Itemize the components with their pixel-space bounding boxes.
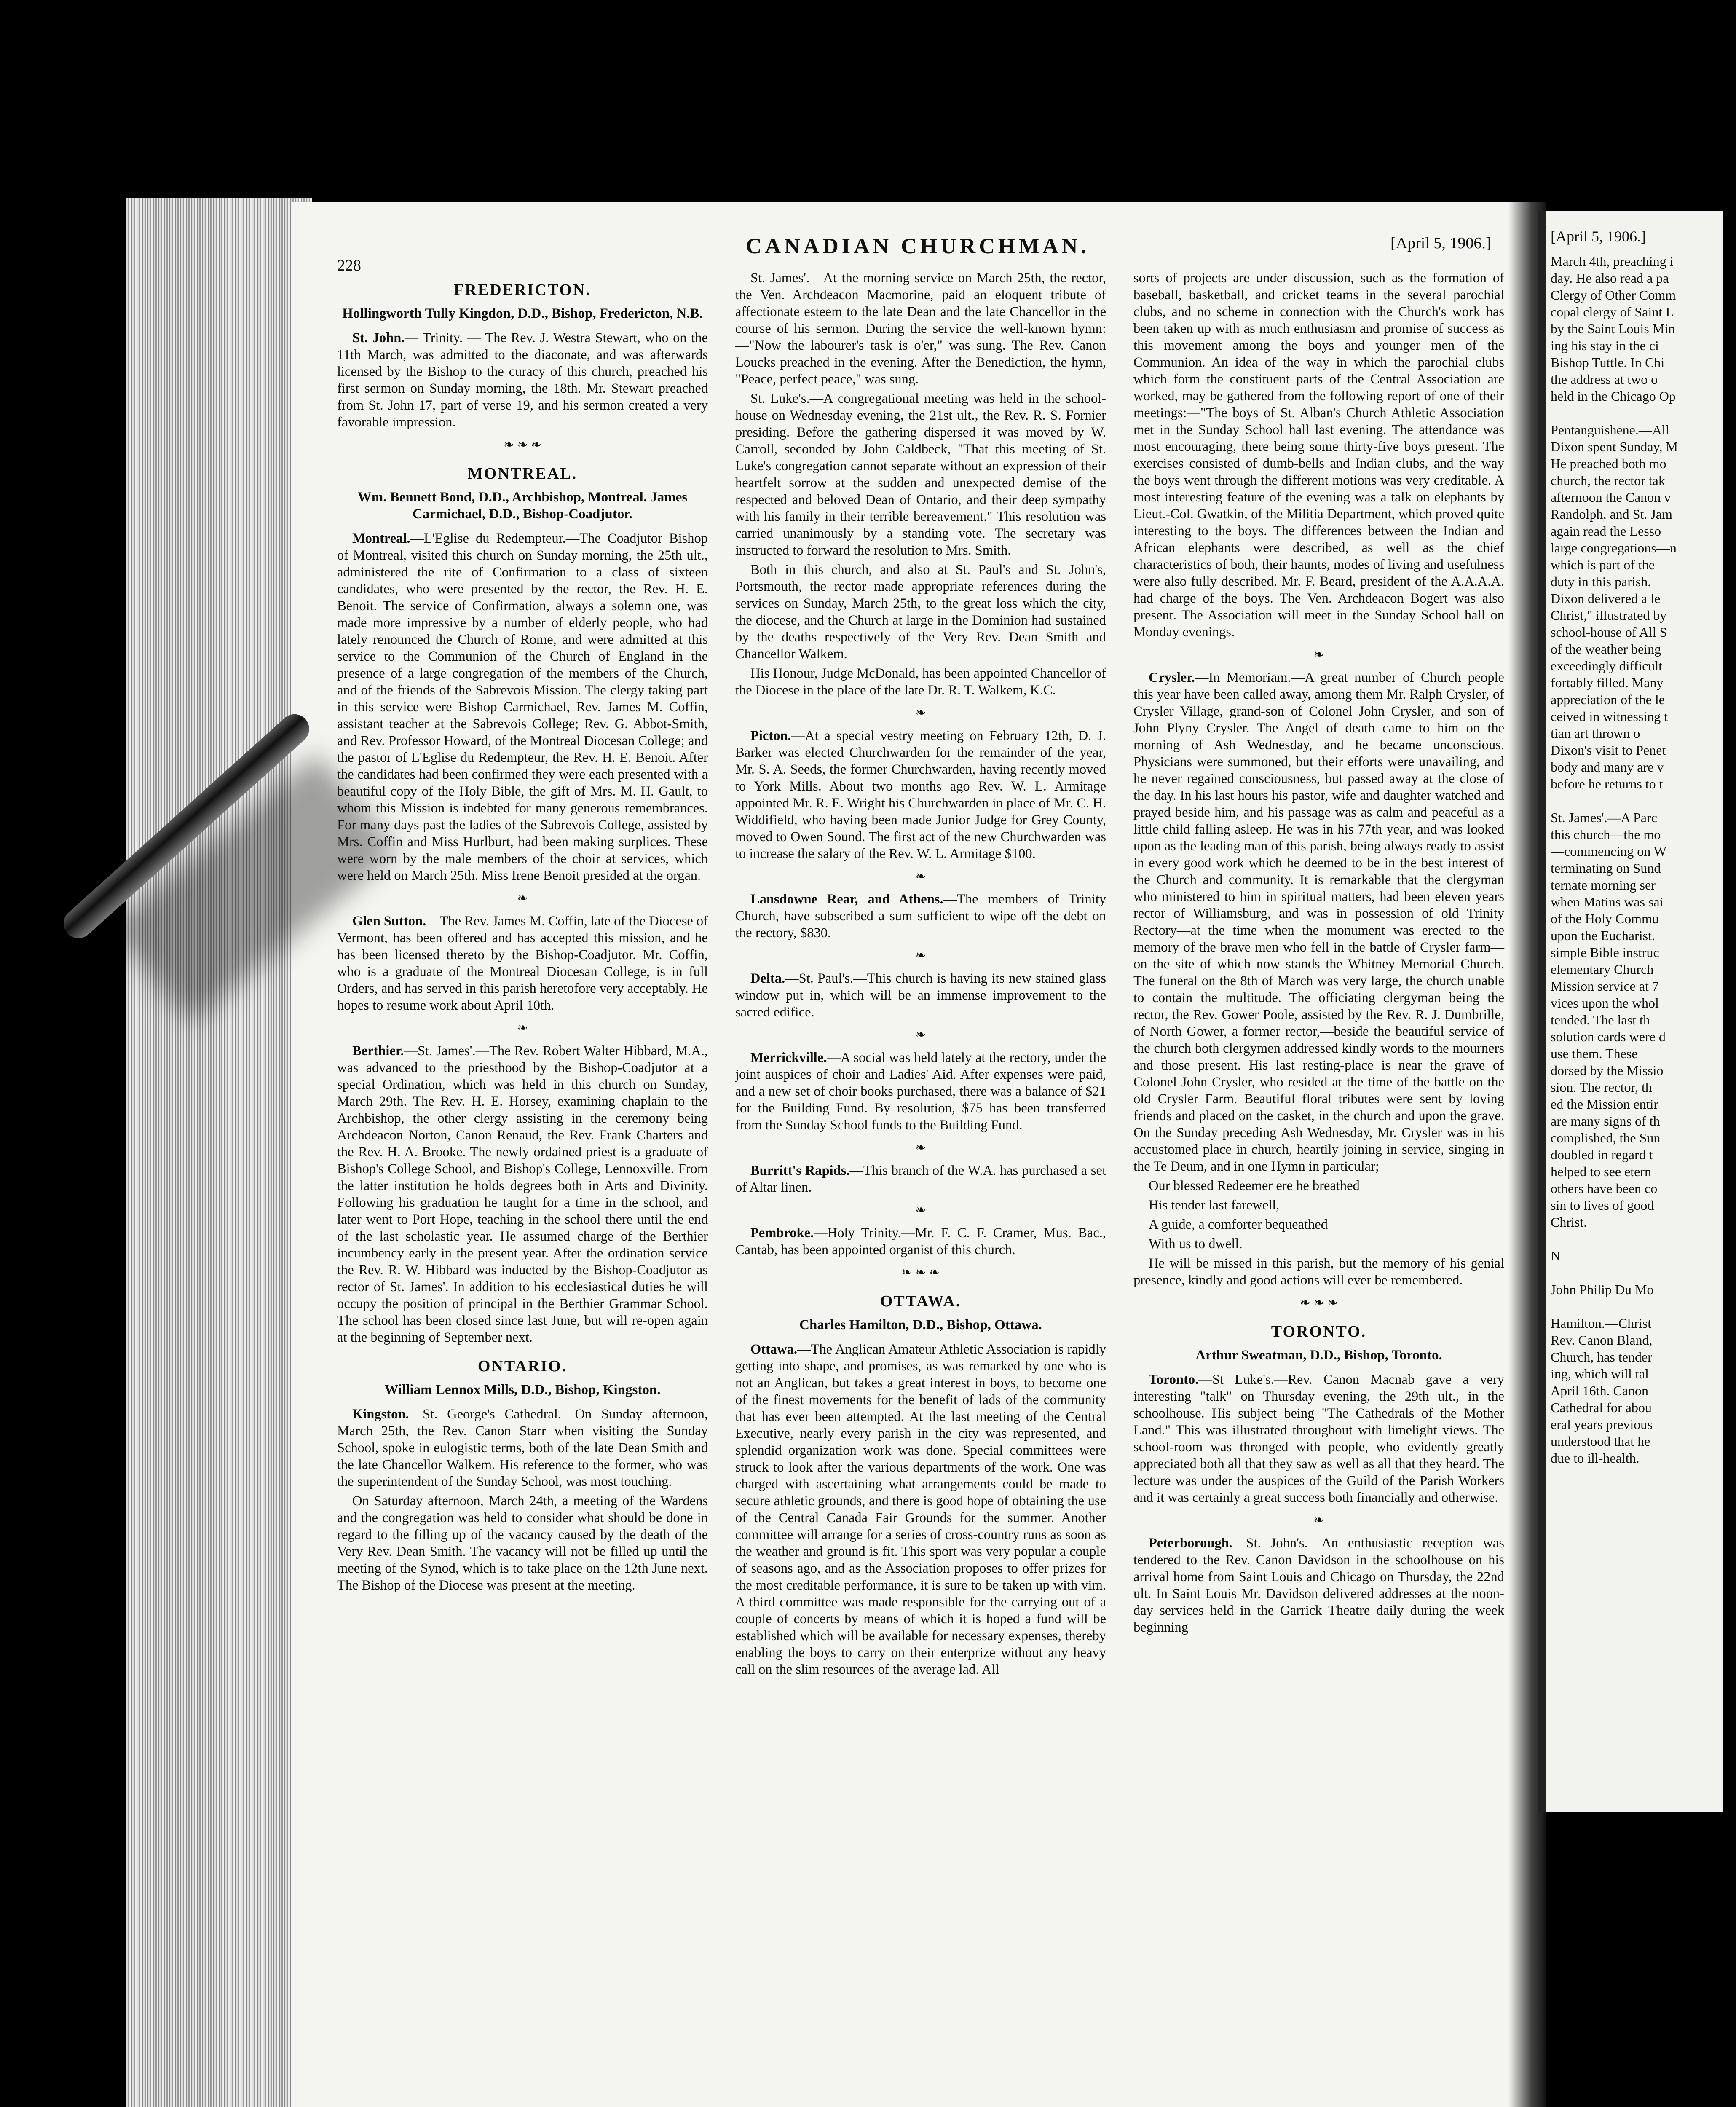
next-page-line: ing, which will tal bbox=[1551, 1366, 1649, 1381]
ornament: ❧ bbox=[915, 706, 926, 720]
next-page-line: ed the Mission entir bbox=[1551, 1096, 1658, 1112]
next-page-line: Dixon's visit to Penet bbox=[1551, 743, 1666, 758]
place-name: Crysler. bbox=[1149, 670, 1195, 685]
next-page-line: elementary Church bbox=[1551, 962, 1654, 977]
next-page-line bbox=[1551, 405, 1702, 421]
next-page-line: Cathedral for abou bbox=[1551, 1400, 1652, 1415]
section-heading: MONTREAL. bbox=[467, 465, 578, 483]
next-page-line: Randolph, and St. Jam bbox=[1551, 507, 1672, 522]
issue-date: [April 5, 1906.] bbox=[1390, 234, 1491, 252]
next-page-line: sion. The rector, th bbox=[1551, 1080, 1652, 1095]
next-page-line: helped to see etern bbox=[1551, 1164, 1651, 1179]
next-page-line: Hamilton.—Christ bbox=[1551, 1316, 1652, 1331]
next-page-line: —commencing on W bbox=[1551, 844, 1666, 859]
article-paragraph: Pembroke.—Holy Trinity.—Mr. F. C. F. Cramer, Mus. Bac., Cantab, has been appointed organist of this church. bbox=[735, 1225, 1106, 1257]
article-paragraph: Picton.—At a special vestry meeting on February 12th, D. J. Barker was elected Churchwarden for the remainder of the year, Mr. S. A. Seeds, the former Churchwarden, having recently moved to York Mills. About two months ago Rev. W. L. Armitage appointed Mr. R. E. Wright his Churchwarden in place of Mr. C. H. Widdifield, who having been made Junior Judge for Grey County, moved to Owen Sound. The first act of the new Churchwarden was to increase the salary of the Rev. W. L. Armitage $100. bbox=[735, 728, 1106, 861]
next-page-line: N bbox=[1551, 1248, 1561, 1263]
ornament: ❧ ❧ ❧ bbox=[1299, 1296, 1338, 1310]
poem-line: With us to dwell. bbox=[1149, 1236, 1243, 1252]
next-page-date: [April 5, 1906.] bbox=[1551, 228, 1646, 245]
ornament: ❧ bbox=[915, 869, 926, 883]
article-paragraph: Berthier.—St. James'.—The Rev. Robert Walter Hibbard, M.A., was advanced to the priesthood by the Bishop-Coadjutor at a special Ordination, which was held in this church on Sunday, March 29th. The Rev. H. E. Horsey, examining chaplain to the Archbishop, the other clergy assisting in the ceremony being Archdeacon Norton, Canon Renaud, the Rev. Frank Charters and the Rev. H. A. Brooke. The newly ordained priest is a graduate of Bishop's College School, and Bishop's College, Lennoxville. From the latter institution he holds degrees both in Arts and Divinity. Following his graduation he taught for a time in the school, and later went to Port Hope, teaching in the school there until the end of the last scholastic year. He assumed charge of the Berthier incumbency early in the present year. After the ordination service the Rev. R. W. Hibbard was inducted by the Bishop-Coadjutor as rector of St. James'. In addition to his ecclesiastical duties he will occupy the position of principal in the Berthier Grammar School. The school has been closed since last June, but will re-open again at the beginning of September next. bbox=[337, 1043, 708, 1345]
ornament: ❧ ❧ ❧ bbox=[503, 438, 542, 452]
ornament: ❧ bbox=[915, 949, 926, 962]
next-page-line: solution cards were d bbox=[1551, 1029, 1666, 1044]
bishop-line: Wm. Bennett Bond, D.D., Archbishop, Montreal. James Carmichael, D.D., Bishop-Coadjutor. bbox=[357, 490, 688, 522]
article-paragraph: Montreal.—L'Eglise du Redempteur.—The Coadjutor Bishop of Montreal, visited this church on Sunday morning, the 25th ult., administered the rite of Confirmation to a class of sixteen candidates, who were presented by the rector, the Rev. H. E. Benoit. The service of Confirmation, always a solemn one, was made more impressive by a number of elderly people, who had lately renounced the Church of Rome, and were admitted at this service to the Communion of the Church of England in the presence of a large congregation of the members of the Church, and of the friends of the Sabrevois Mission. The clergy taking part in this service were Bishop Carmichael, Rev. James M. Coffin, assistant teacher at the Sabrevois College; Rev. G. Abbot-Smith, and Rev. Professor Howard, of the Montreal Diocesan College; and the pastor of L'Eglise du Redempteur, the Rev. H. E. Benoit. After the candidates had been confirmed they were each presented with a beautiful copy of the Holy Bible, the gift of Mrs. M. H. Gault, to whom this Mission is indebted for many generous remembrances. For many days past the ladies of the Sabrevois College, assisted by Mrs. Coffin and Miss Hurlburt, had been making surplices. These were worn by the male members of the choir at services, which were held on March 25th. Miss Irene Benoit presided at the organ. bbox=[337, 531, 708, 883]
next-page-line: St. James'.—A Parc bbox=[1551, 810, 1657, 825]
article-paragraph: Merrickville.—A social was held lately at the rectory, under the joint auspices of choir and Ladies' Aid. After expenses were paid, and a new set of choir books purchased, there was a balance of $21 for the Building Fund. By resolution, $75 has been transferred from the Sunday School funds to the Building Fund. bbox=[735, 1050, 1106, 1133]
place-name: Montreal. bbox=[352, 531, 410, 546]
next-page-line: appreciation of the le bbox=[1551, 692, 1665, 707]
next-page-line: simple Bible instruc bbox=[1551, 945, 1659, 960]
next-page-line: before he returns to t bbox=[1551, 776, 1663, 791]
poem-line: Our blessed Redeemer ere he breathed bbox=[1149, 1178, 1360, 1193]
article-paragraph: St. James'.—At the morning service on March 25th, the rector, the Ven. Archdeacon Macmorine, paid an eloquent tribute of affectionate esteem to the late Dean and the late Chancellor in the course of his sermon. During the service the well-known hymn:—"Now the labourer's task is o'er," was sung. The Rev. Canon Loucks preached in the evening. After the Benediction, the hymn, "Peace, perfect peace," was sung. bbox=[735, 271, 1106, 387]
next-page-line: Christ. bbox=[1551, 1214, 1587, 1230]
next-page-line: terminating on Sund bbox=[1551, 860, 1661, 876]
next-page-line: tended. The last th bbox=[1551, 1012, 1650, 1027]
article-paragraph: His Honour, Judge McDonald, has been appointed Chancellor of the Diocese in the place of the late Dr. R. T. Walkem, K.C. bbox=[735, 666, 1106, 698]
article-paragraph: Toronto.—St Luke's.—Rev. Canon Macnab gave a very interesting "talk" on Thursday evening, the 29th ult., in the schoolhouse. His subject being "The Cathedrals of the Mother Land." This was illustrated throughout with limelight views. The school-room was thronged with people, who evidently greatly appreciated both all that they saw as well as all that they heard. The lecture was under the auspices of the Guild of the Parish Workers and it was certainly a great success both financially and otherwise. bbox=[1133, 1372, 1504, 1505]
next-page-line: again read the Lesso bbox=[1551, 523, 1661, 539]
bishop-line: Charles Hamilton, D.D., Bishop, Ottawa. bbox=[799, 1317, 1042, 1332]
next-page-line: sin to lives of good bbox=[1551, 1198, 1654, 1213]
ornament: ❧ bbox=[1313, 648, 1324, 662]
next-page-line: are many signs of th bbox=[1551, 1113, 1660, 1129]
next-page-line: the address at two o bbox=[1551, 372, 1658, 387]
ornament: ❧ bbox=[517, 891, 528, 905]
article-paragraph: Burritt's Rapids.—This branch of the W.A. has purchased a set of Altar linen. bbox=[735, 1163, 1106, 1195]
page-edges bbox=[126, 198, 312, 2107]
next-page-line: when Matins was sai bbox=[1551, 894, 1664, 909]
article-paragraph: sorts of projects are under discussion, such as the formation of baseball, basketball, and cricket teams in the several parochial clubs, and no scheme in connection with the Church's work has been taken up with as much enthusiasm and promise of success as this movement among the boys and younger men of the Communion. An idea of the way in which the parochial clubs which form the constituent parts of the Central Association are worked, may be gathered from the following report of one of their meetings:—"The boys of St. Alban's Church Athletic Association met in the Sunday School hall last evening. The attendance was most encouraging, there being some thirty-five boys present. The exercises consisted of dumb-bells and Indian clubs, and the way the boys went through the different motions was very creditable. A most interesting feature of the evening was a talk on elephants by Lieut.-Col. Gwatkin, of the Militia Department, which proved quite interesting to the boys. The differences between the Indian and African elephants were described, as well as the chief characteristics of both, their haunts, modes of living and usefulness were also fully described. Mr. F. Beard, president of the A.A.A.A. had charge of the boys. The Ven. Archdeacon Bogert was also present. The Association will meet in the Sunday School hall on Monday evenings. bbox=[1133, 271, 1504, 640]
column-1 bbox=[337, 270, 708, 1596]
poem-line: A guide, a comforter bequeathed bbox=[1149, 1217, 1328, 1232]
next-page-line: others have been co bbox=[1551, 1181, 1658, 1196]
article-paragraph: Delta.—St. Paul's.—This church is having its new stained glass window put in, which will be an immense improvement to the sacred edifice. bbox=[735, 971, 1106, 1020]
next-page-column bbox=[1551, 253, 1702, 1466]
next-page-line: duty in this parish. bbox=[1551, 574, 1651, 589]
next-page-line: eral years previous bbox=[1551, 1417, 1653, 1432]
next-page-line: Church, has tender bbox=[1551, 1349, 1652, 1364]
next-page-line: understood that he bbox=[1551, 1434, 1650, 1449]
poem-line: His tender last farewell, bbox=[1149, 1198, 1280, 1213]
next-page-line: this church—the mo bbox=[1551, 827, 1661, 842]
place-name: Ottawa. bbox=[750, 1342, 798, 1357]
page-number: 228 bbox=[337, 257, 361, 274]
place-name: Pembroke. bbox=[750, 1225, 814, 1241]
next-page-line: school-house of All S bbox=[1551, 625, 1667, 640]
next-page-line: March 4th, preaching i bbox=[1551, 254, 1674, 269]
next-page-line: He preached both mo bbox=[1551, 456, 1666, 471]
next-page-line: Mission service at 7 bbox=[1551, 978, 1659, 994]
next-page-line: tian art thrown o bbox=[1551, 726, 1640, 741]
next-page-line: Dixon spent Sunday, M bbox=[1551, 439, 1678, 454]
place-name: Lansdowne Rear, and Athens. bbox=[750, 892, 943, 907]
article-paragraph: Kingston.—St. George's Cathedral.—On Sunday afternoon, March 25th, the Rev. Canon Starr when visiting the Sunday School, spoke in eulogistic terms, both of the late Dean Smith and the late Chancellor Walkem. His reference to the former, who was the superintendent of the Sunday School, was most touching. bbox=[337, 1407, 708, 1489]
article-paragraph: Peterborough.—St. John's.—An enthusiastic reception was tendered to the Rev. Canon Davidson in the schoolhouse on his arrival home from Saint Louis and Chicago on Thursday, the 22nd ult. In Saint Louis Mr. Davidson delivered addresses at the noon-day services held in the Garrick Theatre daily during the week beginning bbox=[1133, 1536, 1504, 1635]
place-name: Delta. bbox=[750, 971, 785, 986]
place-name: Toronto. bbox=[1149, 1372, 1199, 1387]
next-page-line: April 16th. Canon bbox=[1551, 1383, 1648, 1398]
next-page-line: due to ill-health. bbox=[1551, 1450, 1640, 1466]
column-3 bbox=[1133, 270, 1504, 1638]
place-name: Glen Sutton. bbox=[352, 914, 426, 929]
next-page-line: vices upon the whol bbox=[1551, 995, 1659, 1011]
article-paragraph: Both in this church, and also at St. Paul's and St. John's, Portsmouth, the rector made appropriate references during the services on Sunday, March 25th, to the great loss which the city, the diocese, and the Church at large in the Dominion had sustained by the deaths respectively of the Very Rev. Dean Smith and Chancellor Walkem. bbox=[735, 562, 1106, 662]
next-page-line: dorsed by the Missio bbox=[1551, 1063, 1664, 1078]
section-heading: ONTARIO. bbox=[477, 1357, 568, 1375]
section-heading: FREDERICTON. bbox=[454, 281, 591, 299]
next-page-line: doubled in regard t bbox=[1551, 1147, 1653, 1162]
next-page-line: complished, the Sun bbox=[1551, 1130, 1661, 1145]
place-name: Berthier. bbox=[352, 1043, 404, 1059]
article-paragraph: He will be missed in this parish, but the memory of his genial presence, kindly and good actions will ever be remembered. bbox=[1133, 1256, 1504, 1288]
place-name: St. John. bbox=[352, 330, 405, 346]
next-page-line bbox=[1551, 1298, 1702, 1315]
article-paragraph: Glen Sutton.—The Rev. James M. Coffin, late of the Diocese of Vermont, has been offered and has accepted this mission, and he has been licensed thereto by the Bishop-Coadjutor. Mr. Coffin, who is a graduate of the Montreal Diocesan College, is in full Orders, and has served in this parish heretofore very acceptably. He hopes to resume work about April 10th. bbox=[337, 914, 708, 1013]
masthead-title: CANADIAN CHURCHMAN. bbox=[746, 234, 1090, 258]
next-page-line: church, the rector tak bbox=[1551, 473, 1665, 488]
next-page-line: Clergy of Other Comm bbox=[1551, 287, 1676, 303]
next-page-line: use them. These bbox=[1551, 1046, 1638, 1061]
ornament: ❧ bbox=[915, 1203, 926, 1217]
article-paragraph: St. Luke's.—A congregational meeting was held in the school-house on Wednesday evening, the 21st ult., the Rev. R. S. Fornier presiding. Before the gathering dispersed it was moved by W. Carroll, seconded by John Caldbeck, "That this meeting of St. Luke's congregation cannot separate without an expression of their heartfelt sorrow at the sudden and unexpected demise of the respected and beloved Dean of Ontario, and their deep sympathy with his family in their terrible bereavement." This resolution was carried unanimously by a standing vote. The secretary was instructed to forward the resolution to Mrs. Smith. bbox=[735, 391, 1106, 558]
next-page-line: upon the Eucharist. bbox=[1551, 928, 1655, 943]
next-page-line: Christ," illustrated by bbox=[1551, 608, 1667, 623]
next-page-line: copal clergy of Saint L bbox=[1551, 304, 1674, 319]
article-paragraph: St. John.— Trinity. — The Rev. J. Westra Stewart, who on the 11th March, was admitted to the diaconate, and was afterwards licensed by the Bishop to the curacy of this church, preached his first sermon on Sunday morning, the 18th. Mr. Stewart preached from St. John 17, part of verse 19, and his sermon created a very favorable impression. bbox=[337, 330, 708, 430]
article-paragraph: Crysler.—In Memoriam.—A great number of Church people this year have been called away, among them Mr. Ralph Crysler, of Crysler Village, grand-son of Colonel John Crysler, and son of John Plyny Crysler. The Angel of death came to him on the morning of Ash Wednesday, and he became unconscious. Physicians were summoned, but their efforts were unavailing, and he never regained consciousness, but passed away at the close of the day. In his last hours his pastor, wife and daughter watched and prayed beside him, and his passage was as calm and peaceful as a little child falling asleep. He was in his 77th year, and was looked upon as the leading man of this parish, being always ready to assist in every good work which he deemed to be in the best interest of the Church and community. It is remarkable that the clergyman who ministered to him in spiritual matters, had been eleven years rector of Williamsburg, and was in possession of old Trinity Rectory—at the time when the monument was erected to the memory of the brave men who fell in the battle of Crysler farm—on the site of which now stands the Whitney Memorial Church. The funeral on the 8th of March was very large, the church unable to contain the multitude. The officiating clergyman being the rector, the Rev. Gower Poole, assisted by the Rev. R. J. Dumbrille, of North Gower, a former rector,—beside the beautiful service of the church both clergymen addressed kindly words to the mourners and those present. His last resting-place is near the grave of Colonel John Crysler, who resided at the time of the battle on the old Crysler Farm. Beautiful floral tributes were sent by loving friends and placed on the casket, in the church and upon the grave. On the Sunday preceding Ash Wednesday, Mr. Crysler was in his accustomed place in church, heartily joining in service, singing in the Te Deum, and in one Hymn in particular; bbox=[1133, 670, 1504, 1174]
next-page-line: of the Holy Commu bbox=[1551, 911, 1659, 926]
article-paragraph: Ottawa.—The Anglican Amateur Athletic Association is rapidly getting into shape, and promises, as was remarked by one who is not an Anglican, but takes a great interest in boys, to become one of the finest movements for the benefit of lads of the community that has ever been attempted. At the last meeting of the Central Executive, nearly every parish in the city was represented, and splendid organization work was done. Special committees were struck to look after the various departments of the work. One was charged with ascertaining what arrangements could be made to secure athletic grounds, and there is good hope of obtaining the use of the Central Canada Fair Grounds for the summer. Another committee will arrange for a series of cross-country runs as soon as the weather and ground is fit. This sport was very popular a couple of seasons ago, and as the Association proposes to offer prizes for the most creditable performance, it is sure to be taken up with vim. A third committee was made responsible for the carrying out of a couple of concerts by means of which it is hoped a fund will be established which will be available for necessary expenses, thereby enabling the boys to carry on their enterprize without any heavy call on the slim resources of the average lad. All bbox=[735, 1342, 1106, 1677]
next-page-line: exceedingly difficult bbox=[1551, 658, 1663, 673]
place-name: Merrickville. bbox=[750, 1050, 827, 1065]
bishop-line: William Lennox Mills, D.D., Bishop, Kingston. bbox=[384, 1382, 661, 1397]
article-paragraph: Lansdowne Rear, and Athens.—The members of Trinity Church, have subscribed a sum sufficient to wipe off the debt on the rectory, $830. bbox=[735, 892, 1106, 941]
section-heading: TORONTO. bbox=[1271, 1323, 1367, 1340]
next-page-line: which is part of the bbox=[1551, 557, 1655, 572]
article-paragraph: On Saturday afternoon, March 24th, a meeting of the Wardens and the congregation was held to consider what should be done in regard to the filling up of the vacancy caused by the death of the Very Rev. Dean Smith. The vacancy will not be filled up until the meeting of the Synod, which is to take place on the 12th June next. The Bishop of the Diocese was present at the meeting. bbox=[337, 1493, 708, 1593]
next-page-line: of the weather being bbox=[1551, 641, 1661, 657]
ornament: ❧ bbox=[915, 1141, 926, 1155]
next-page-line: Pentanguishene.—All bbox=[1551, 422, 1669, 437]
next-page-line: Bishop Tuttle. In Chi bbox=[1551, 355, 1665, 370]
next-page-line: ceived in witnessing t bbox=[1551, 709, 1668, 724]
next-page-line: held in the Chicago Op bbox=[1551, 389, 1676, 404]
next-page-line: body and many are v bbox=[1551, 759, 1664, 775]
column-2 bbox=[735, 270, 1106, 1681]
place-name: Picton. bbox=[750, 728, 791, 743]
place-name: Burritt's Rapids. bbox=[750, 1163, 850, 1178]
next-page-line: ing his stay in the ci bbox=[1551, 338, 1659, 353]
next-page-line: ternate morning ser bbox=[1551, 877, 1656, 893]
bishop-line: Hollingworth Tully Kingdon, D.D., Bishop, Fredericton, N.B. bbox=[342, 306, 703, 321]
next-page-line bbox=[1551, 1264, 1702, 1281]
next-page-line: afternoon the Canon v bbox=[1551, 490, 1671, 505]
next-page-line: day. He also read a pa bbox=[1551, 271, 1669, 286]
next-page-line: by the Saint Louis Min bbox=[1551, 321, 1675, 336]
next-page-line: Rev. Canon Bland, bbox=[1551, 1332, 1653, 1348]
ornament: ❧ bbox=[517, 1021, 528, 1035]
next-page-line: fortably filled. Many bbox=[1551, 675, 1664, 690]
next-page-line bbox=[1551, 792, 1702, 809]
place-name: Kingston. bbox=[352, 1407, 409, 1422]
place-name: Peterborough. bbox=[1149, 1536, 1232, 1551]
section-heading: OTTAWA. bbox=[880, 1292, 962, 1310]
next-page-line bbox=[1551, 1230, 1702, 1247]
next-page-line: large congregations—n bbox=[1551, 540, 1677, 555]
ornament: ❧ ❧ ❧ bbox=[901, 1265, 940, 1279]
ornament: ❧ bbox=[1313, 1513, 1324, 1527]
ornament: ❧ bbox=[915, 1028, 926, 1042]
next-page-line: John Philip Du Mo bbox=[1551, 1282, 1654, 1297]
bishop-line: Arthur Sweatman, D.D., Bishop, Toronto. bbox=[1195, 1348, 1442, 1363]
next-page-line: Dixon delivered a le bbox=[1551, 591, 1661, 606]
